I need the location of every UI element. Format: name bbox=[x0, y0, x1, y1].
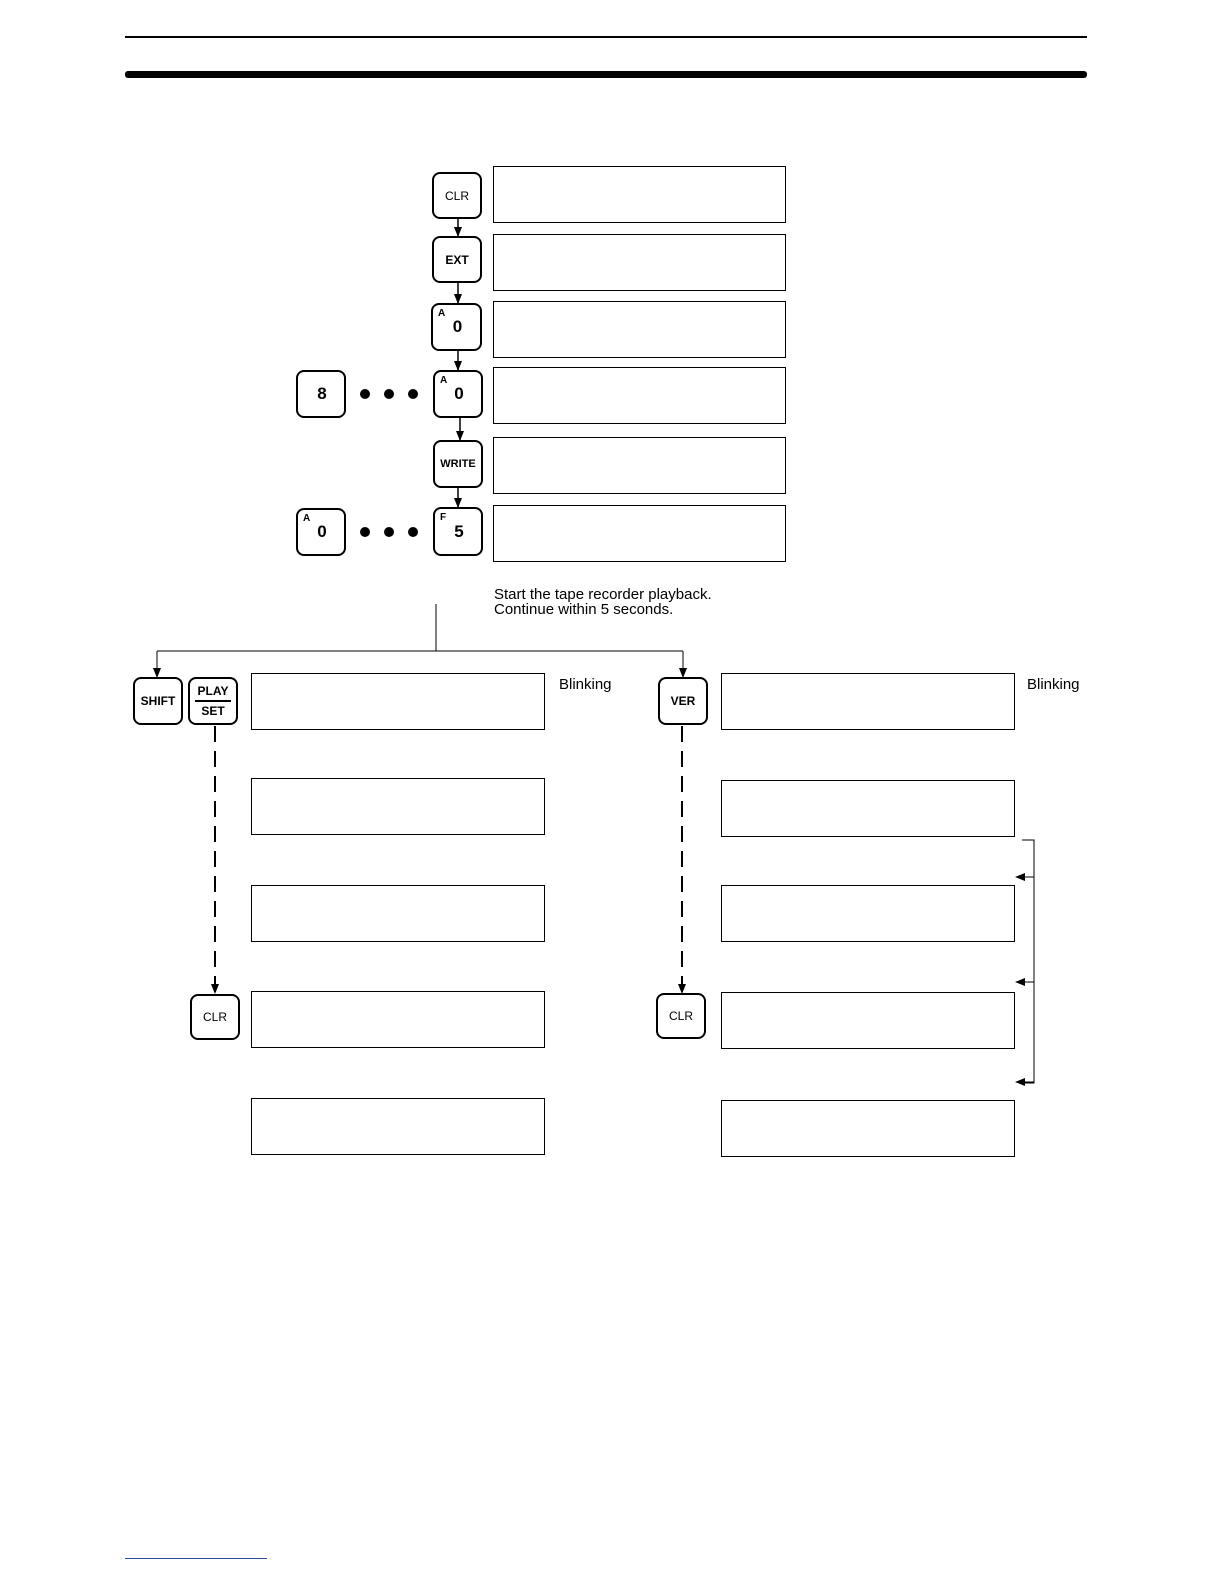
right-blinking-label: Blinking bbox=[1027, 676, 1080, 693]
display-range bbox=[493, 367, 786, 424]
right-display-4 bbox=[721, 992, 1015, 1049]
loop-bracket bbox=[1022, 840, 1034, 1083]
a0-key-2[interactable] bbox=[433, 370, 483, 418]
a0-key-3-superscript: A bbox=[303, 513, 311, 524]
instruction-line-1: Start the tape recorder playback. bbox=[494, 586, 712, 603]
a0-key-superscript: A bbox=[438, 308, 446, 319]
left-display-5 bbox=[251, 1098, 545, 1155]
a0-key-2-superscript: A bbox=[440, 375, 448, 386]
write-key[interactable]: WRITE bbox=[433, 440, 483, 488]
a0-key-2-digit: 0 bbox=[454, 384, 464, 403]
ellipsis-dot bbox=[384, 389, 394, 399]
left-display-1 bbox=[251, 673, 545, 730]
ver-key[interactable]: VER bbox=[658, 677, 708, 725]
clr-key[interactable]: CLR bbox=[432, 172, 482, 219]
ellipsis-dot bbox=[384, 527, 394, 537]
left-blinking-label: Blinking bbox=[559, 676, 612, 693]
display-a0 bbox=[493, 301, 786, 358]
right-display-5 bbox=[721, 1100, 1015, 1157]
display-file bbox=[493, 505, 786, 562]
ext-key[interactable]: EXT bbox=[432, 236, 482, 283]
ellipsis-dot bbox=[408, 527, 418, 537]
left-display-3 bbox=[251, 885, 545, 942]
a0-key-3-digit: 0 bbox=[317, 522, 327, 541]
footer-link-underline bbox=[125, 1558, 267, 1559]
a0-key-digit: 0 bbox=[452, 317, 463, 336]
f5-key-digit: 5 bbox=[454, 521, 464, 541]
ellipsis-dot bbox=[360, 389, 370, 399]
display-write bbox=[493, 437, 786, 494]
eight-key[interactable] bbox=[296, 370, 346, 418]
f5-key-superscript: F bbox=[440, 512, 447, 523]
ellipsis-dot bbox=[408, 389, 418, 399]
f5-key[interactable] bbox=[433, 507, 483, 556]
play-label: PLAY bbox=[197, 684, 229, 698]
left-display-2 bbox=[251, 778, 545, 835]
play-set-key[interactable] bbox=[188, 677, 238, 725]
play-set-divider bbox=[195, 700, 232, 702]
right-clr-key[interactable]: CLR bbox=[656, 993, 706, 1039]
left-clr-key[interactable]: CLR bbox=[190, 994, 240, 1040]
a0-key[interactable] bbox=[431, 303, 482, 351]
a0-key-3[interactable] bbox=[296, 508, 346, 556]
right-display-3 bbox=[721, 885, 1015, 942]
ellipsis-dot bbox=[360, 527, 370, 537]
instruction-line-2: Continue within 5 seconds. bbox=[494, 601, 674, 618]
eight-key-digit: 8 bbox=[317, 384, 327, 403]
display-ext bbox=[493, 234, 786, 291]
shift-key[interactable]: SHIFT bbox=[133, 677, 183, 725]
display-clr bbox=[493, 166, 786, 223]
left-display-4 bbox=[251, 991, 545, 1048]
right-display-1 bbox=[721, 673, 1015, 730]
right-display-2 bbox=[721, 780, 1015, 837]
set-label: SET bbox=[201, 704, 225, 718]
